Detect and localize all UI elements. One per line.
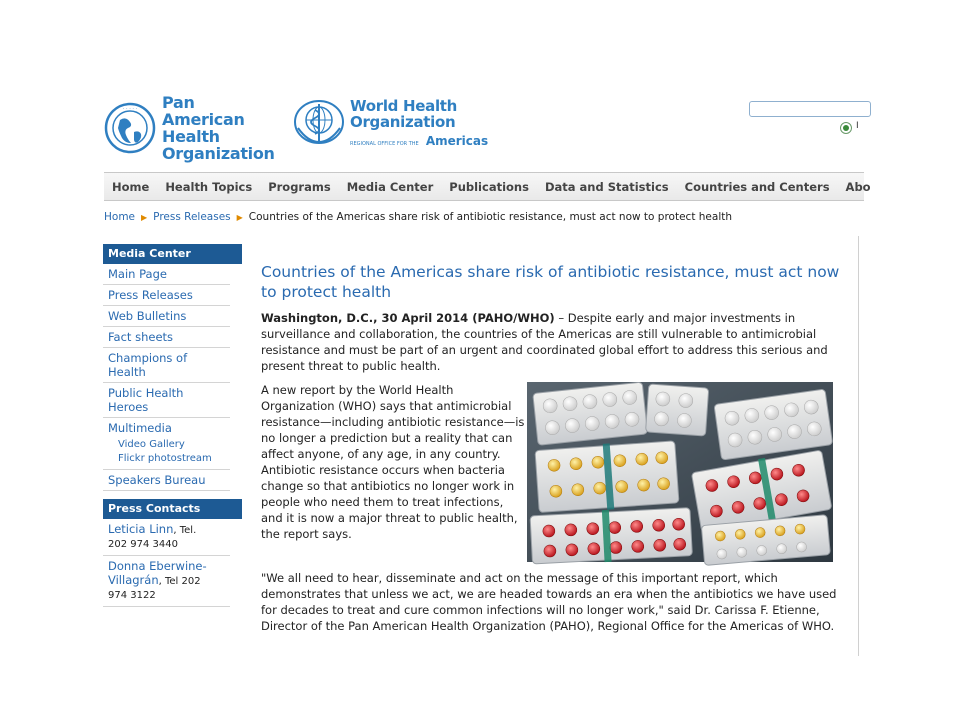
- article-lead-text: – Despite early and major investments in surveillance and collaboration, the countries of the Americas are still vulnerable to antimicrobial resistance and must be part of an urgent and coordinated global effort to address this serious and present threat to public health.: [261, 311, 828, 373]
- sidebar-subitem-video-gallery[interactable]: Video Gallery: [118, 439, 185, 450]
- breadcrumb-press-releases[interactable]: Press Releases: [153, 211, 231, 223]
- pill-blister-packs-photo: [527, 382, 833, 562]
- nav-health-topics[interactable]: Health Topics: [165, 179, 253, 194]
- who-line2: Organization: [350, 113, 456, 131]
- contact-phone: 974 3122: [108, 590, 156, 601]
- breadcrumb-current: Countries of the Americas share risk of antibiotic resistance, must act now to protect health: [248, 211, 733, 223]
- paho-globe-icon: [104, 102, 156, 154]
- sidebar-item-multimedia[interactable]: Multimedia: [108, 421, 172, 435]
- breadcrumb-arrow-icon: ▶: [236, 212, 243, 222]
- search-input[interactable]: [749, 101, 871, 117]
- contact-name[interactable]: Donna Eberwine-Villagrán: [108, 559, 207, 587]
- nav-data-and-statistics[interactable]: Data and Statistics: [544, 179, 669, 194]
- breadcrumb: [104, 211, 732, 223]
- sidebar-press-contacts-header: Press Contacts: [103, 499, 242, 519]
- sidebar-item-main-page[interactable]: Main Page: [103, 264, 230, 285]
- sidebar-item-champions-of-health[interactable]: Champions of Health: [103, 348, 230, 383]
- paho-wordmark: [162, 94, 275, 162]
- contact-name[interactable]: Leticia Linn: [108, 522, 174, 536]
- sidebar-subitem-flickr[interactable]: Flickr photostream: [103, 452, 230, 470]
- sidebar-item-public-health-heroes[interactable]: Public Health Heroes: [103, 383, 230, 418]
- sidebar-item-speakers-bureau[interactable]: Speakers Bureau: [103, 470, 230, 491]
- who-region-label: Americas: [425, 134, 489, 148]
- sidebar-item-press-releases[interactable]: Press Releases: [103, 285, 230, 306]
- article-title: Countries of the Americas share risk of antibiotic resistance, must act now to protect health: [261, 263, 840, 301]
- nav-publications[interactable]: Publications: [449, 179, 529, 194]
- article-lead: [261, 310, 841, 374]
- browser-viewport: [90, 74, 871, 646]
- paho-line3: Organization: [162, 144, 275, 163]
- search-scope-label: I: [856, 121, 859, 131]
- breadcrumb-home[interactable]: Home: [104, 211, 136, 223]
- article-body-with-photo: [261, 382, 841, 564]
- who-emblem-icon: [290, 98, 348, 148]
- search-scope-radio[interactable]: [840, 122, 852, 134]
- nav-media-center[interactable]: Media Center: [346, 179, 434, 194]
- contact-item: [103, 519, 230, 556]
- nav-about[interactable]: Abo: [845, 179, 871, 194]
- main-nav: [104, 172, 871, 201]
- who-regional-label: REGIONAL OFFICE FOR THE: [350, 141, 419, 147]
- nav-countries-and-centers[interactable]: Countries and Centers: [684, 179, 830, 194]
- breadcrumb-arrow-icon: ▶: [141, 212, 148, 222]
- who-logo[interactable]: [290, 97, 489, 160]
- paho-line2: Health: [162, 127, 220, 146]
- article-paragraph: A new report by the World Health Organization (WHO) says that antimicrobial resistance—including antibiotic resistance—is no longer a prediction but a reality that can affect anyone, of any age, in any country. Antibiotic resistance occurs when bacteria change so that antibiotics no longer work in people who need them to treat infections, and it is now a major threat to public health, the report says.: [261, 383, 525, 541]
- svg-text:· · · · ·: · · · · ·: [122, 106, 138, 112]
- contact-phone: 202 974 3440: [108, 539, 178, 550]
- nav-home[interactable]: Home: [112, 179, 150, 194]
- sidebar-item-web-bulletins[interactable]: Web Bulletins: [103, 306, 230, 327]
- contact-tel-label: , Tel 202: [158, 576, 201, 587]
- who-line1: World Health: [350, 97, 458, 115]
- article: [261, 262, 841, 634]
- contact-tel-label: , Tel.: [173, 525, 197, 536]
- sidebar: [103, 244, 242, 607]
- nav-programs[interactable]: Programs: [268, 179, 331, 194]
- sidebar-item-fact-sheets[interactable]: Fact sheets: [103, 327, 230, 348]
- paho-logo[interactable]: [104, 93, 275, 163]
- article-quote: "We all need to hear, disseminate and act on the message of this important report, which demonstrates that unless we act, we are headed towards an era when the antibiotics we have used for decades to treat and cure common infections will no longer work," said Dr. Carissa F. Etienne, Director of the Pan American Health Organization (PAHO), Regional Office for the Americas of WHO.: [261, 571, 837, 633]
- sidebar-media-center-header: Media Center: [103, 244, 242, 264]
- contact-item: [103, 556, 230, 607]
- article-dateline: Washington, D.C., 30 April 2014 (PAHO/WHO): [261, 311, 555, 325]
- paho-line1: Pan American: [162, 93, 245, 129]
- content-divider: [858, 236, 859, 656]
